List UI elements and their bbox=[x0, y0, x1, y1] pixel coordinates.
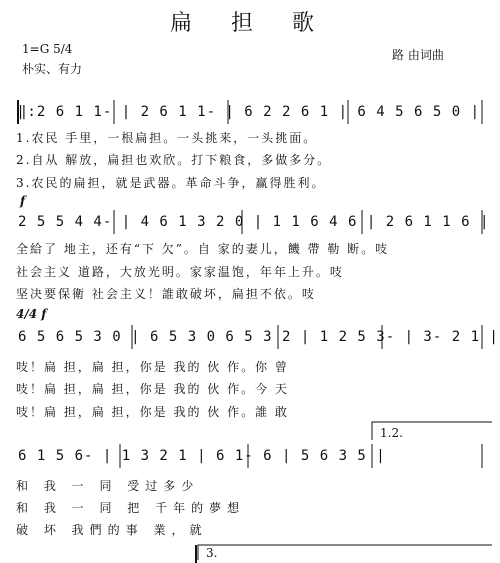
notation-line-1: ‖:2 6 1 1- | 2 6 1 1- | 6 2 2 6 1 | 6 4 5 6 5 0 | bbox=[18, 104, 481, 120]
dynamic-f: f bbox=[20, 194, 26, 208]
volta-bracket-1 bbox=[372, 422, 492, 440]
volta-1-2: 1.2. bbox=[380, 426, 403, 440]
lyric-4-3: 破 坏 我們的事 業，就 bbox=[16, 523, 208, 537]
tempo-style: 朴实、有力 bbox=[22, 62, 83, 76]
notation-line-2: 2 5 5 4 4- | 4 6 1 3 2 0 | 1 1 6 4 6 | 2 6 1 1 6 | bbox=[18, 214, 490, 230]
lyric-3-3: 吱！扁 担，扁 担，你是 我的 伙 作。誰 敢 bbox=[16, 405, 289, 419]
lyric-3-1: 吱！扁 担，扁 担，你是 我的 伙 作。你 曾 bbox=[16, 360, 289, 374]
page-title: 扁 担 歌 bbox=[170, 11, 330, 36]
time-dynamic: 4/4 f bbox=[16, 307, 47, 321]
lyric-4-2: 和 我 一 同 把 千年的夢想 bbox=[16, 501, 246, 515]
lyric-2-3: 坚决要保衛 社会主义！誰敢破坏，扁担不依。吱 bbox=[16, 287, 316, 301]
volta-3: 3. bbox=[206, 546, 218, 560]
key-signature: 1=G 5/4 bbox=[22, 42, 73, 56]
notation-line-3: 6 5 6 5 3 0 | 6 5 3 0 6 5 3 2 | 1 2 5 3- | 3- 2 1 | bbox=[18, 329, 499, 345]
notation-line-4: 6 1 5 6- | 1 3 2 1 | 6 1- 6 | 5 6 3 5 | bbox=[18, 448, 386, 464]
lyric-1-1: 1.农民 手里，一根扁担。一头挑来，一头挑面。 bbox=[16, 131, 318, 145]
credit: 路 由词曲 bbox=[392, 48, 444, 62]
lyric-2-1: 全給了 地主，还有“下 欠”。自 家的妻儿，饑 帶 勒 断。吱 bbox=[16, 242, 390, 256]
lyric-4-1: 和 我 一 同 受过多少 bbox=[16, 479, 200, 493]
volta-bracket-3 bbox=[198, 545, 492, 560]
lyric-2-2: 社会主义 道路，大放光明。家家温饱，年年上升。吱 bbox=[16, 265, 344, 279]
lyric-1-2: 2.自从 解放，扁担也欢欣。打下粮食，多做多分。 bbox=[16, 153, 332, 167]
lyric-3-2: 吱！扁 担，扁 担，你是 我的 伙 作。今 天 bbox=[16, 382, 289, 396]
lyric-1-3: 3.农民的扁担，就是武器。革命斗争，赢得胜利。 bbox=[16, 176, 326, 190]
